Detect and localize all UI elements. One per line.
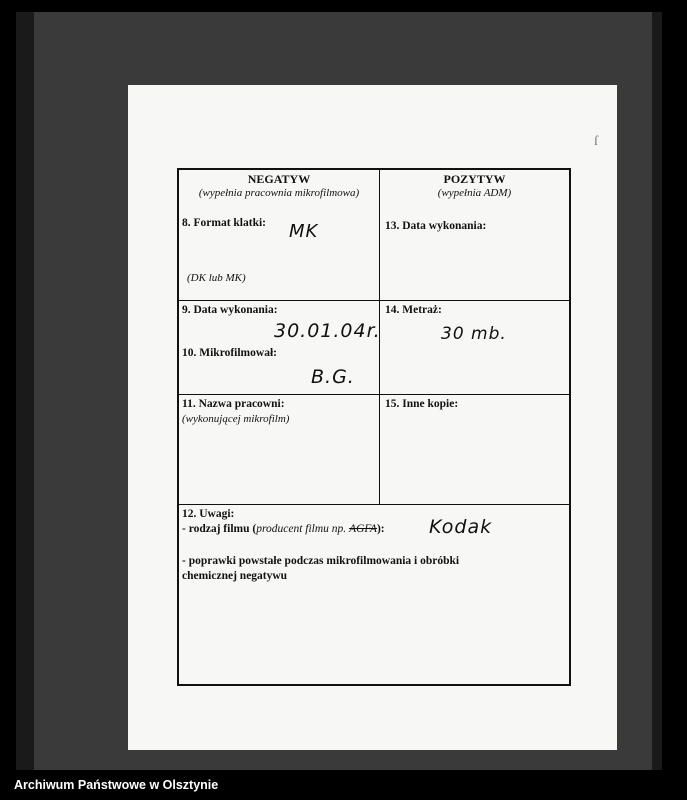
inne-kopie-label: 15. Inne kopie:: [385, 398, 459, 410]
rodzaj-filmu-line: [182, 523, 385, 535]
negatyw-header-cell: [179, 172, 379, 199]
row-divider-1: [179, 300, 569, 301]
negatyw-subheader: (wypełnia pracownia mikrofilmowa): [198, 187, 360, 199]
archive-footer: Archiwum Państwowe w Olsztynie: [14, 778, 219, 792]
pozytyw-subheader: (wypełnia ADM): [437, 187, 512, 199]
metadata-form-table: [177, 168, 571, 686]
film-edge-left: [16, 12, 34, 770]
row-divider-3: [179, 504, 569, 505]
microfilm-frame: [16, 12, 662, 770]
metraz-label: 14. Metraż:: [385, 304, 442, 316]
nazwa-pracowni-label: 11. Nazwa pracowni:: [182, 398, 285, 410]
microfilm-metadata-card: [128, 85, 617, 750]
poprawki-line-continued: chemicznej negatywu: [182, 570, 288, 582]
nazwa-pracowni-hint: (wykonującej mikrofilm): [182, 413, 290, 425]
format-klatki-label: 8. Format klatki:: [182, 217, 267, 229]
data-wykonania-pozytyw-label: 13. Data wykonania:: [385, 220, 487, 232]
rodzaj-filmu-prefix: - rodzaj filmu (: [182, 523, 257, 535]
negatyw-header: NEGATYW: [247, 172, 311, 186]
mikrofilmowal-label: 10. Mikrofilmował:: [182, 347, 277, 359]
uwagi-label: 12. Uwagi:: [182, 508, 235, 520]
data-wykonania-negatyw-value: 30.01.04r.: [274, 320, 381, 342]
row-divider-2: [179, 394, 569, 395]
poprawki-line: - poprawki powstałe podczas mikrofilmowania i obróbki: [182, 555, 460, 567]
format-klatki-value: MK: [289, 221, 319, 242]
film-edge-right: [652, 12, 662, 770]
metraz-value: 30 mb.: [441, 324, 507, 344]
pozytyw-header: POZYTYW: [443, 172, 506, 186]
pozytyw-header-cell: [380, 172, 569, 199]
rodzaj-filmu-suffix: ):: [376, 523, 385, 535]
mikrofilmowal-value: B.G.: [311, 366, 355, 388]
rodzaj-filmu-value: Kodak: [429, 516, 493, 538]
rodzaj-filmu-italic: producent filmu np.: [256, 523, 347, 535]
data-wykonania-negatyw-label: 9. Data wykonania:: [182, 304, 278, 316]
rodzaj-filmu-struck-agfa: AGFA: [349, 523, 377, 535]
card-corner-mark: ſ: [594, 134, 598, 149]
format-klatki-hint: (DK lub MK): [187, 272, 246, 284]
